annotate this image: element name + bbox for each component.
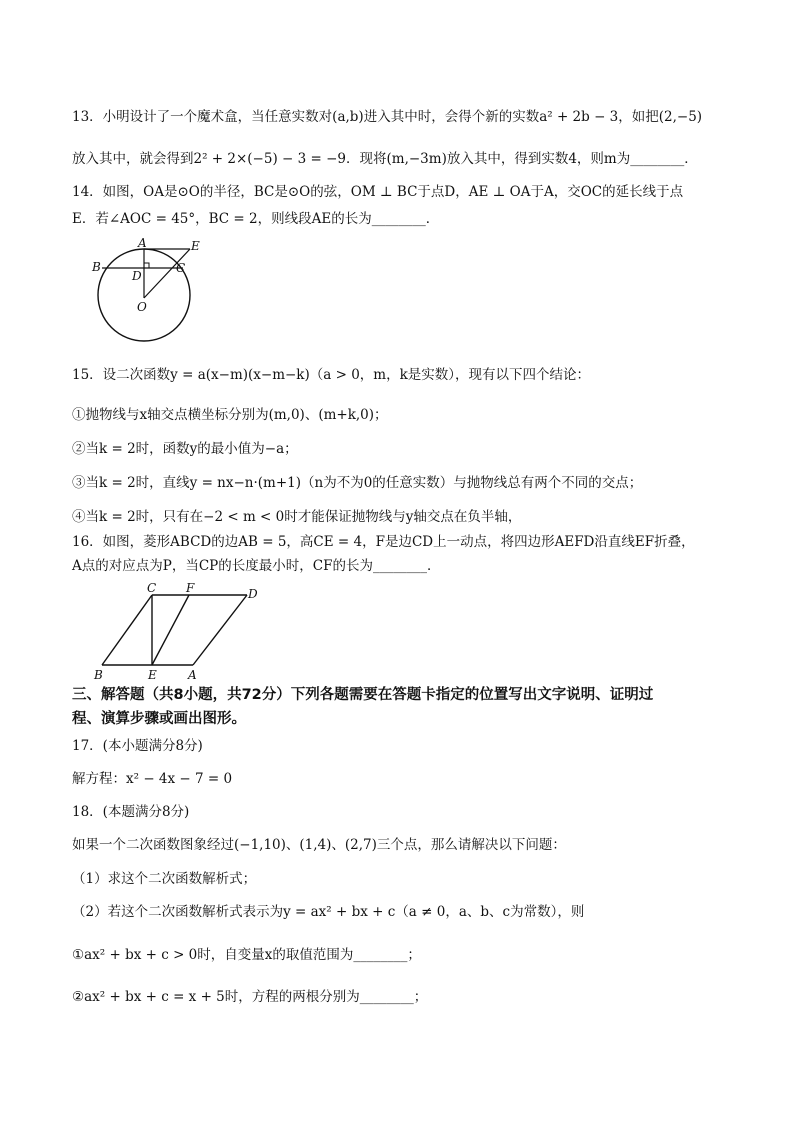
label-o: O [137,300,147,314]
label-d: D [248,587,258,601]
label-f: F [186,582,195,595]
q18-part-2: （2）若这个二次函数解析式表示为y = ax² + bx + c（a ≠ 0，a、b、c为常数），则 [72,904,585,920]
q15-conclusion-1: ①抛物线与x轴交点横坐标分别为(m,0)、(m+k,0)； [72,407,388,423]
q18-sub-2: ②ax² + bx + c = x + 5时，方程的两根分别为________； [72,989,428,1005]
q17-heading: 17．(本小题满分8分) [72,738,203,754]
label-c: C [176,261,186,275]
q17-equation: 解方程：x² − 4x − 7 = 0 [72,771,233,787]
fold-ef [152,595,189,665]
side-bc [102,595,152,665]
q14-circle-figure [90,238,210,348]
section-3-heading-line-2: 程、演算步骤或画出图形。 [72,711,246,727]
q15-stem: 15．设二次函数y = a(x−m)(x−m−k)（a > 0，m，k是实数），现有以下四个结论： [72,367,591,383]
q16-line-1: 16．如图，菱形ABCD的边AB = 5，高CE = 4，F是边CD上一动点，将四边形AEFD沿直线EF折叠， [72,534,695,550]
q13-line-2: 放入其中，就会得到2² + 2×(−5) − 3 = −9．现将(m,−3m)放入其中，得到实数4，则m为________． [72,151,698,167]
q15-conclusion-2: ②当k = 2时，函数y的最小值为−a； [72,441,298,457]
label-b: B [92,260,101,274]
label-d: D [132,269,142,283]
label-a: A [188,668,197,682]
q16-line-2: A点的对应点为P，当CP的长度最小时，CF的长为________． [72,558,441,574]
q18-sub-1: ①ax² + bx + c > 0时，自变量x的取值范围为________； [72,947,421,963]
q13-line-1: 13．小明设计了一个魔术盒，当任意实数对(a,b)进入其中时，会得个新的实数a² + 2b − 3，如把(2,−5) [72,109,703,125]
q16-rhombus-figure [90,582,270,682]
q15-conclusion-3: ③当k = 2时，直线y = nx−n·(m+1)（n为不为0的任意实数）与抛物线总有两个不同的交点； [72,475,643,491]
label-b: B [94,668,103,682]
q18-part-1: （1）求这个二次函数解析式； [72,871,257,887]
right-angle-mark [144,263,149,268]
label-a: A [138,238,147,250]
q15-conclusion-4: ④当k = 2时，只有在−2 < m < 0时才能保证抛物线与y轴交点在负半轴， [72,509,522,525]
side-da [193,595,247,665]
q14-line-2: E．若∠AOC = 45°，BC = 2，则线段AE的长为________． [72,211,440,227]
q18-heading: 18．(本题满分8分) [72,804,190,820]
q18-stem: 如果一个二次函数图象经过(−1,10)、(1,4)、(2,7)三个点，那么请解决以下问题： [72,837,566,853]
q14-line-1: 14．如图，OA是⊙O的半径，BC是⊙O的弦，OM ⊥ BC于点D，AE ⊥ OA于A，交OC的延长线于点 [72,184,684,200]
section-3-heading-line-1: 三、解答题（共8小题，共72分）下列各题需要在答题卡指定的位置写出文字说明、证明过 [72,687,654,703]
label-e: E [148,668,157,682]
label-c: C [147,582,157,595]
label-e: E [191,239,200,253]
